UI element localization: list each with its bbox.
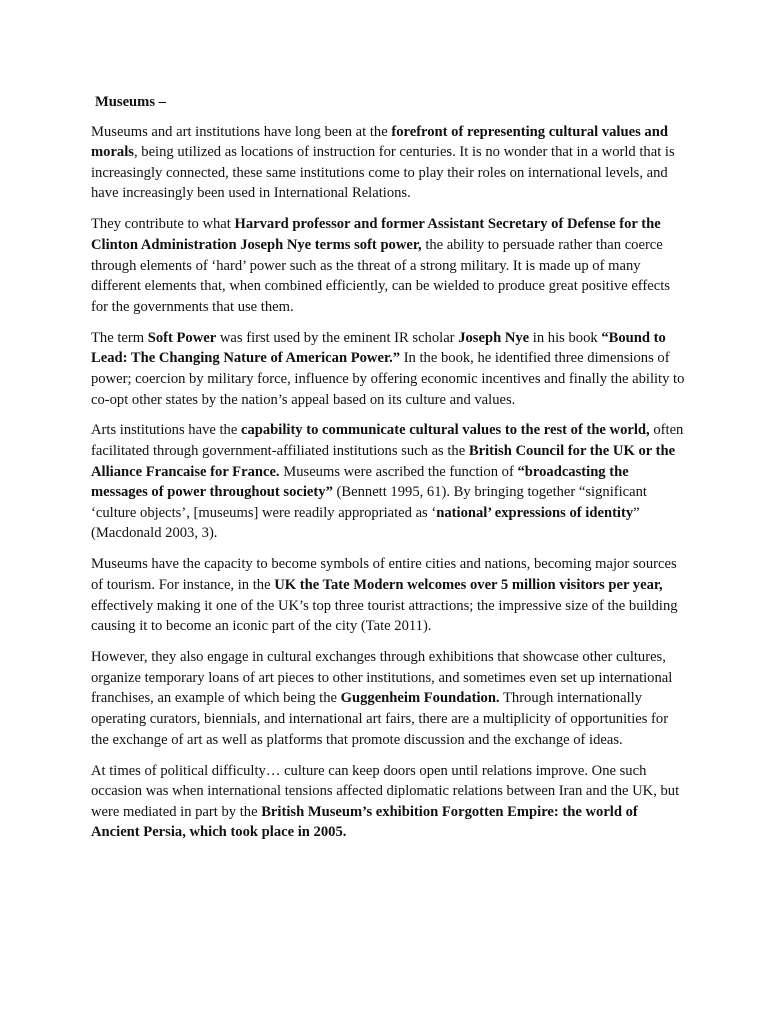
- text-run: effectively making it one of the UK’s top three tourist attractions; the impressive size of the building causing it to become an iconic part of the city (Tate 2011).: [91, 597, 678, 635]
- paragraph: [91, 647, 688, 750]
- paragraph: [91, 214, 688, 317]
- text-run: At times of political difficulty… culture can keep doors open until relations improve. One such occasion was when international tensions affected diplomatic relations between Iran and the UK, but were mediated in part by the: [91, 762, 680, 820]
- bold-text: Soft Power: [147, 329, 217, 346]
- section-heading: Museums –: [95, 94, 166, 110]
- bold-text: “Bound to Lead: The Changing Nature of American Power.”: [91, 329, 666, 367]
- text-run: the ability to persuade rather than coerce through elements of ‘hard’ power such as the threat of a strong military. It is made up of many different elements that, when combined efficiently, can be wielded to produce great positive effects for the governments that use them.: [91, 236, 670, 315]
- text-run: Through internationally operating curators, biennials, and international art fairs, there are a multiplicity of opportunities for the exchange of art as well as platforms that promote discussion and the exchange of ideas.: [91, 690, 669, 748]
- text-run: ” (Macdonald 2003, 3).: [91, 504, 640, 542]
- document-body: [91, 122, 688, 843]
- text-run: , being utilized as locations of instruction for centuries. It is no wonder that in a world that is increasingly connected, these same institutions come to play their roles on international levels, and have increasingly been used in International Relations.: [91, 144, 675, 202]
- bold-text: UK the Tate Modern welcomes over 5 million visitors per year,: [274, 577, 663, 594]
- bold-text: “broadcasting the messages of power throughout society”: [91, 463, 629, 501]
- text-run: often facilitated through government-affiliated institutions such as the: [91, 422, 684, 460]
- paragraph: [91, 122, 688, 204]
- paragraph: [91, 420, 688, 544]
- bold-text: forefront of representing cultural values and morals: [91, 123, 668, 161]
- text-run: Arts institutions have the: [91, 422, 241, 439]
- text-run: Museums have the capacity to become symbols of entire cities and nations, becoming major sources of tourism. For instance, in the: [91, 556, 677, 594]
- text-run: Museums and art institutions have long been at the: [91, 123, 392, 140]
- bold-text: British Museum’s exhibition Forgotten Empire: the world of Ancient Persia, which took place in 2005.: [91, 803, 638, 841]
- bold-text: Harvard professor and former Assistant Secretary of Defense for the Clinton Administration Joseph Nye terms soft power,: [91, 216, 661, 253]
- text-run: (Bennett 1995, 61). By bringing together “significant ‘culture objects’, [museums] were readily appropriated as ‘: [91, 484, 647, 521]
- bold-text: capability to communicate cultural values to the rest of the world,: [240, 422, 650, 439]
- paragraph: [91, 554, 688, 636]
- bold-text: national’ expressions of identity: [436, 504, 634, 521]
- text-run: in his book: [529, 329, 602, 346]
- text-run: was first used by the eminent IR scholar: [216, 329, 459, 346]
- text-run: The term: [91, 329, 148, 346]
- text-run: However, they also engage in cultural exchanges through exhibitions that showcase other cultures, organize temporary loans of art pieces to other institutions, and sometimes even set up international franchises, an example of which being the: [91, 649, 673, 707]
- bold-text: British Council for the UK or the Alliance Francaise for France.: [91, 443, 676, 480]
- bold-text: Joseph Nye: [458, 329, 530, 346]
- text-run: In the book, he identified three dimensions of power; coercion by military force, influence by offering economic incentives and finally the ability to co-opt other states by the nation’s appeal based on its culture and values.: [91, 350, 685, 408]
- bold-text: Guggenheim Foundation.: [340, 690, 500, 707]
- paragraph: [91, 328, 688, 410]
- paragraph: [91, 761, 688, 843]
- text-run: They contribute to what: [91, 216, 235, 233]
- text-run: Museums were ascribed the function of: [279, 463, 518, 480]
